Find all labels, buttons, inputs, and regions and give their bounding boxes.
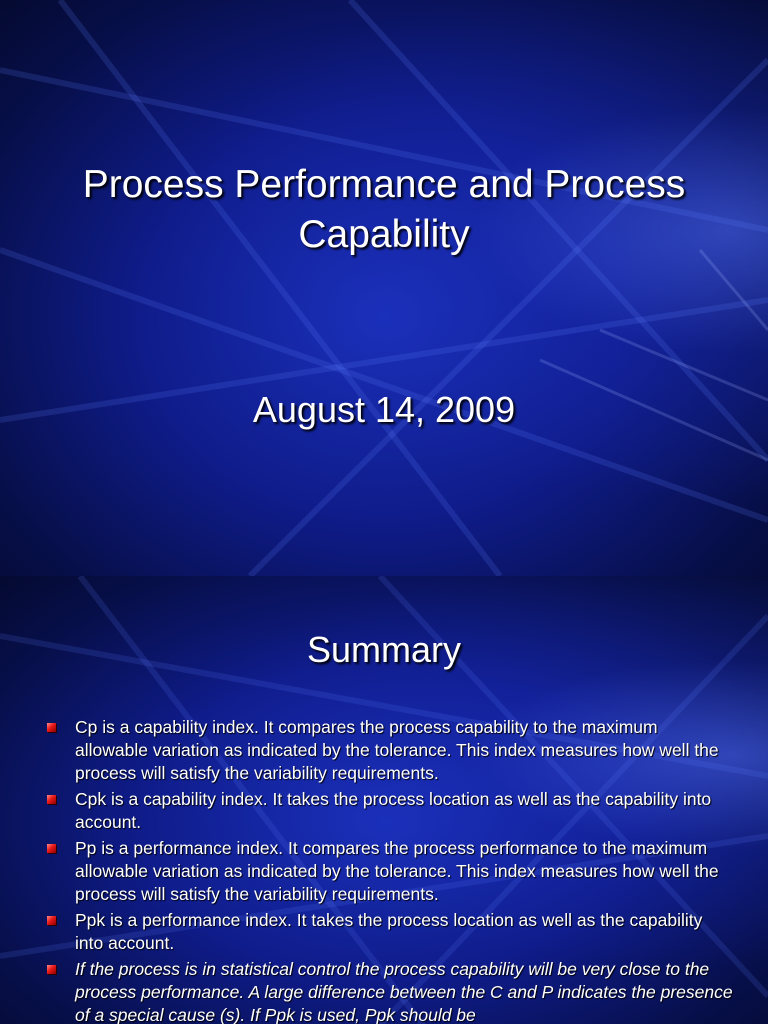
square-bullet-icon xyxy=(47,795,56,804)
presentation-title: Process Performance and Process Capability xyxy=(82,163,686,256)
square-bullet-icon xyxy=(47,965,56,974)
square-bullet-icon xyxy=(47,844,56,853)
bullet-text: Cp is a capability index. It compares the process capability to the maximum allowable variation as indicated by the tolerance. This index measures how well the process will satisfy the variability requirements. xyxy=(75,717,719,783)
summary-bullet xyxy=(44,788,734,834)
square-bullet-icon xyxy=(47,723,56,732)
square-bullet-icon xyxy=(47,916,56,925)
bullet-text: Ppk is a performance index. It takes the process location as well as the capability into account. xyxy=(75,910,703,953)
bullet-text: Cpk is a capability index. It takes the process location as well as the capability into account. xyxy=(75,789,712,832)
bullet-text: Pp is a performance index. It compares the process performance to the maximum allowable variation as indicated by the tolerance. This index measures how well the process will satisfy the variability requirements. xyxy=(75,838,719,904)
summary-bullet xyxy=(44,958,734,1024)
summary-bullet xyxy=(44,837,734,906)
summary-bullet-list xyxy=(44,716,734,1024)
summary-slide xyxy=(0,576,768,1024)
presentation-date: August 14, 2009 xyxy=(252,389,516,430)
summary-bullet xyxy=(44,716,734,785)
summary-title: Summary xyxy=(306,629,462,670)
bullet-text: If the process is in statistical control the process capability will be very close to the process performance. A large difference between the C and P indicates the presence of a special cause (s). If Ppk is used, Ppk should be xyxy=(75,959,733,1024)
summary-bullet xyxy=(44,909,734,955)
